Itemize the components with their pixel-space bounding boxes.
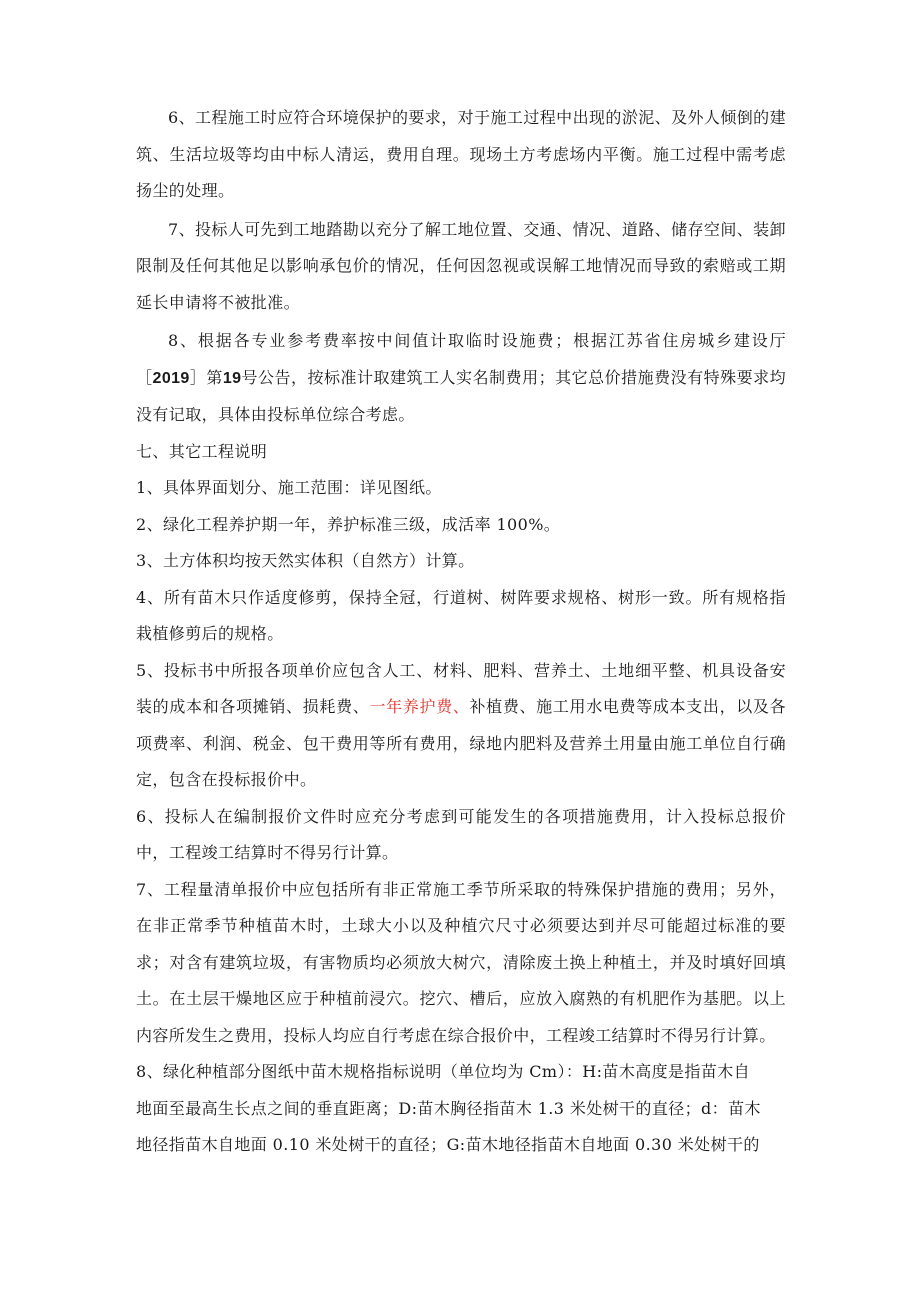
- item-8-line-3: 地径指苗木自地面 0.10 米处树干的直径；G:苗木地径指苗木自地面 0.30 米处树干的: [136, 1135, 760, 1154]
- item-8-line-1: 8、绿化种植部分图纸中苗木规格指标说明（单位均为 Cm）：H:苗木高度是指苗木自: [136, 1062, 751, 1081]
- item-5-text-a: 5、投标书中所报各项单价应包含人工、材料、肥料、营养土、土地细平整、机具设备安装的成本和各项摊销、损耗费、: [136, 660, 786, 716]
- announcement-number: 19: [222, 369, 242, 387]
- item-8-line-2: 地面至最高生长点之间的垂直距离；D:苗木胸径指苗木 1.3 米处树干的直径；d：苗木: [136, 1098, 761, 1118]
- section-7-heading: 七、其它工程说明: [136, 441, 268, 461]
- paragraph-8-text-b: ］第: [189, 367, 223, 387]
- section-7-item-4: 4、所有苗木只作适度修剪，保持全冠，行道树、树阵要求规格、树形一致。所有规格指栽植修剪后的规格。: [136, 587, 786, 643]
- paragraph-8-text-c: 号公告，按标准计取建筑工人实名制费用；其它总价措施费没有特殊要求均没有记取，具体由投标单位综合考虑。: [136, 367, 786, 424]
- section-7-item-3: 3、土方体积均按天然实体积（自然方）计算。: [136, 551, 475, 570]
- section-7-item-6: 6、投标人在编制报价文件时应充分考虑到可能发生的各项措施费用，计入投标总报价中，工程竣工结算时不得另行计算。: [136, 806, 786, 862]
- paragraph-8: [136, 323, 786, 434]
- document-page: [136, 100, 786, 1164]
- item-5-highlight: 一年养护费、: [369, 697, 470, 716]
- section-7-item-8: [136, 1054, 786, 1164]
- section-7-item-1: 1、具体界面划分、施工范围：详见图纸。: [136, 478, 442, 497]
- paragraph-8-text-a: 8、根据各专业参考费率按中间值计取临时设施费；根据江苏省住房城乡建设厅［: [136, 331, 786, 387]
- paragraph-6: 6、工程施工时应符合环境保护的要求，对于施工过程中出现的淤泥、及外人倾倒的建筑、生活垃圾等均由中标人清运，费用自理。现场土方考虑场内平衡。施工过程中需考虑扬尘的处理。: [136, 108, 786, 200]
- item-5-text-b: 补植费、施工用水电费等成本支出，以及各项费率、利润、税金、包干费用等所有费用，绿地内肥料及营养土用量由施工单位自行确定，包含在投标报价中。: [136, 697, 786, 789]
- section-7-item-2: 2、绿化工程养护期一年，养护标准三级，成活率 100%。: [136, 514, 561, 534]
- announcement-year: 2019: [152, 369, 190, 387]
- section-7-item-7: 7、工程量清单报价中应包括所有非正常施工季节所采取的特殊保护措施的费用；另外，在非正常季节种植苗木时，土球大小以及种植穴尺寸必须要达到并尽可能超过标准的要求；对含有建筑垃圾，有害物质均必须放大树穴，清除废土换上种植土，并及时填好回填土。在土层干燥地区应于种植前浸穴。挖穴、槽后，应放入腐熟的有机肥作为基肥。以上内容所发生之费用，投标人均应自行考虑在综合报价中，工程竣工结算时不得另行计算。: [136, 879, 786, 1045]
- section-7-item-5: [136, 653, 786, 799]
- paragraph-7: 7、投标人可先到工地踏勘以充分了解工地位置、交通、情况、道路、储存空间、装卸限制及任何其他足以影响承包价的情况，任何因忽视或误解工地情况而导致的索赔或工期延长申请将不被批准。: [136, 219, 786, 312]
